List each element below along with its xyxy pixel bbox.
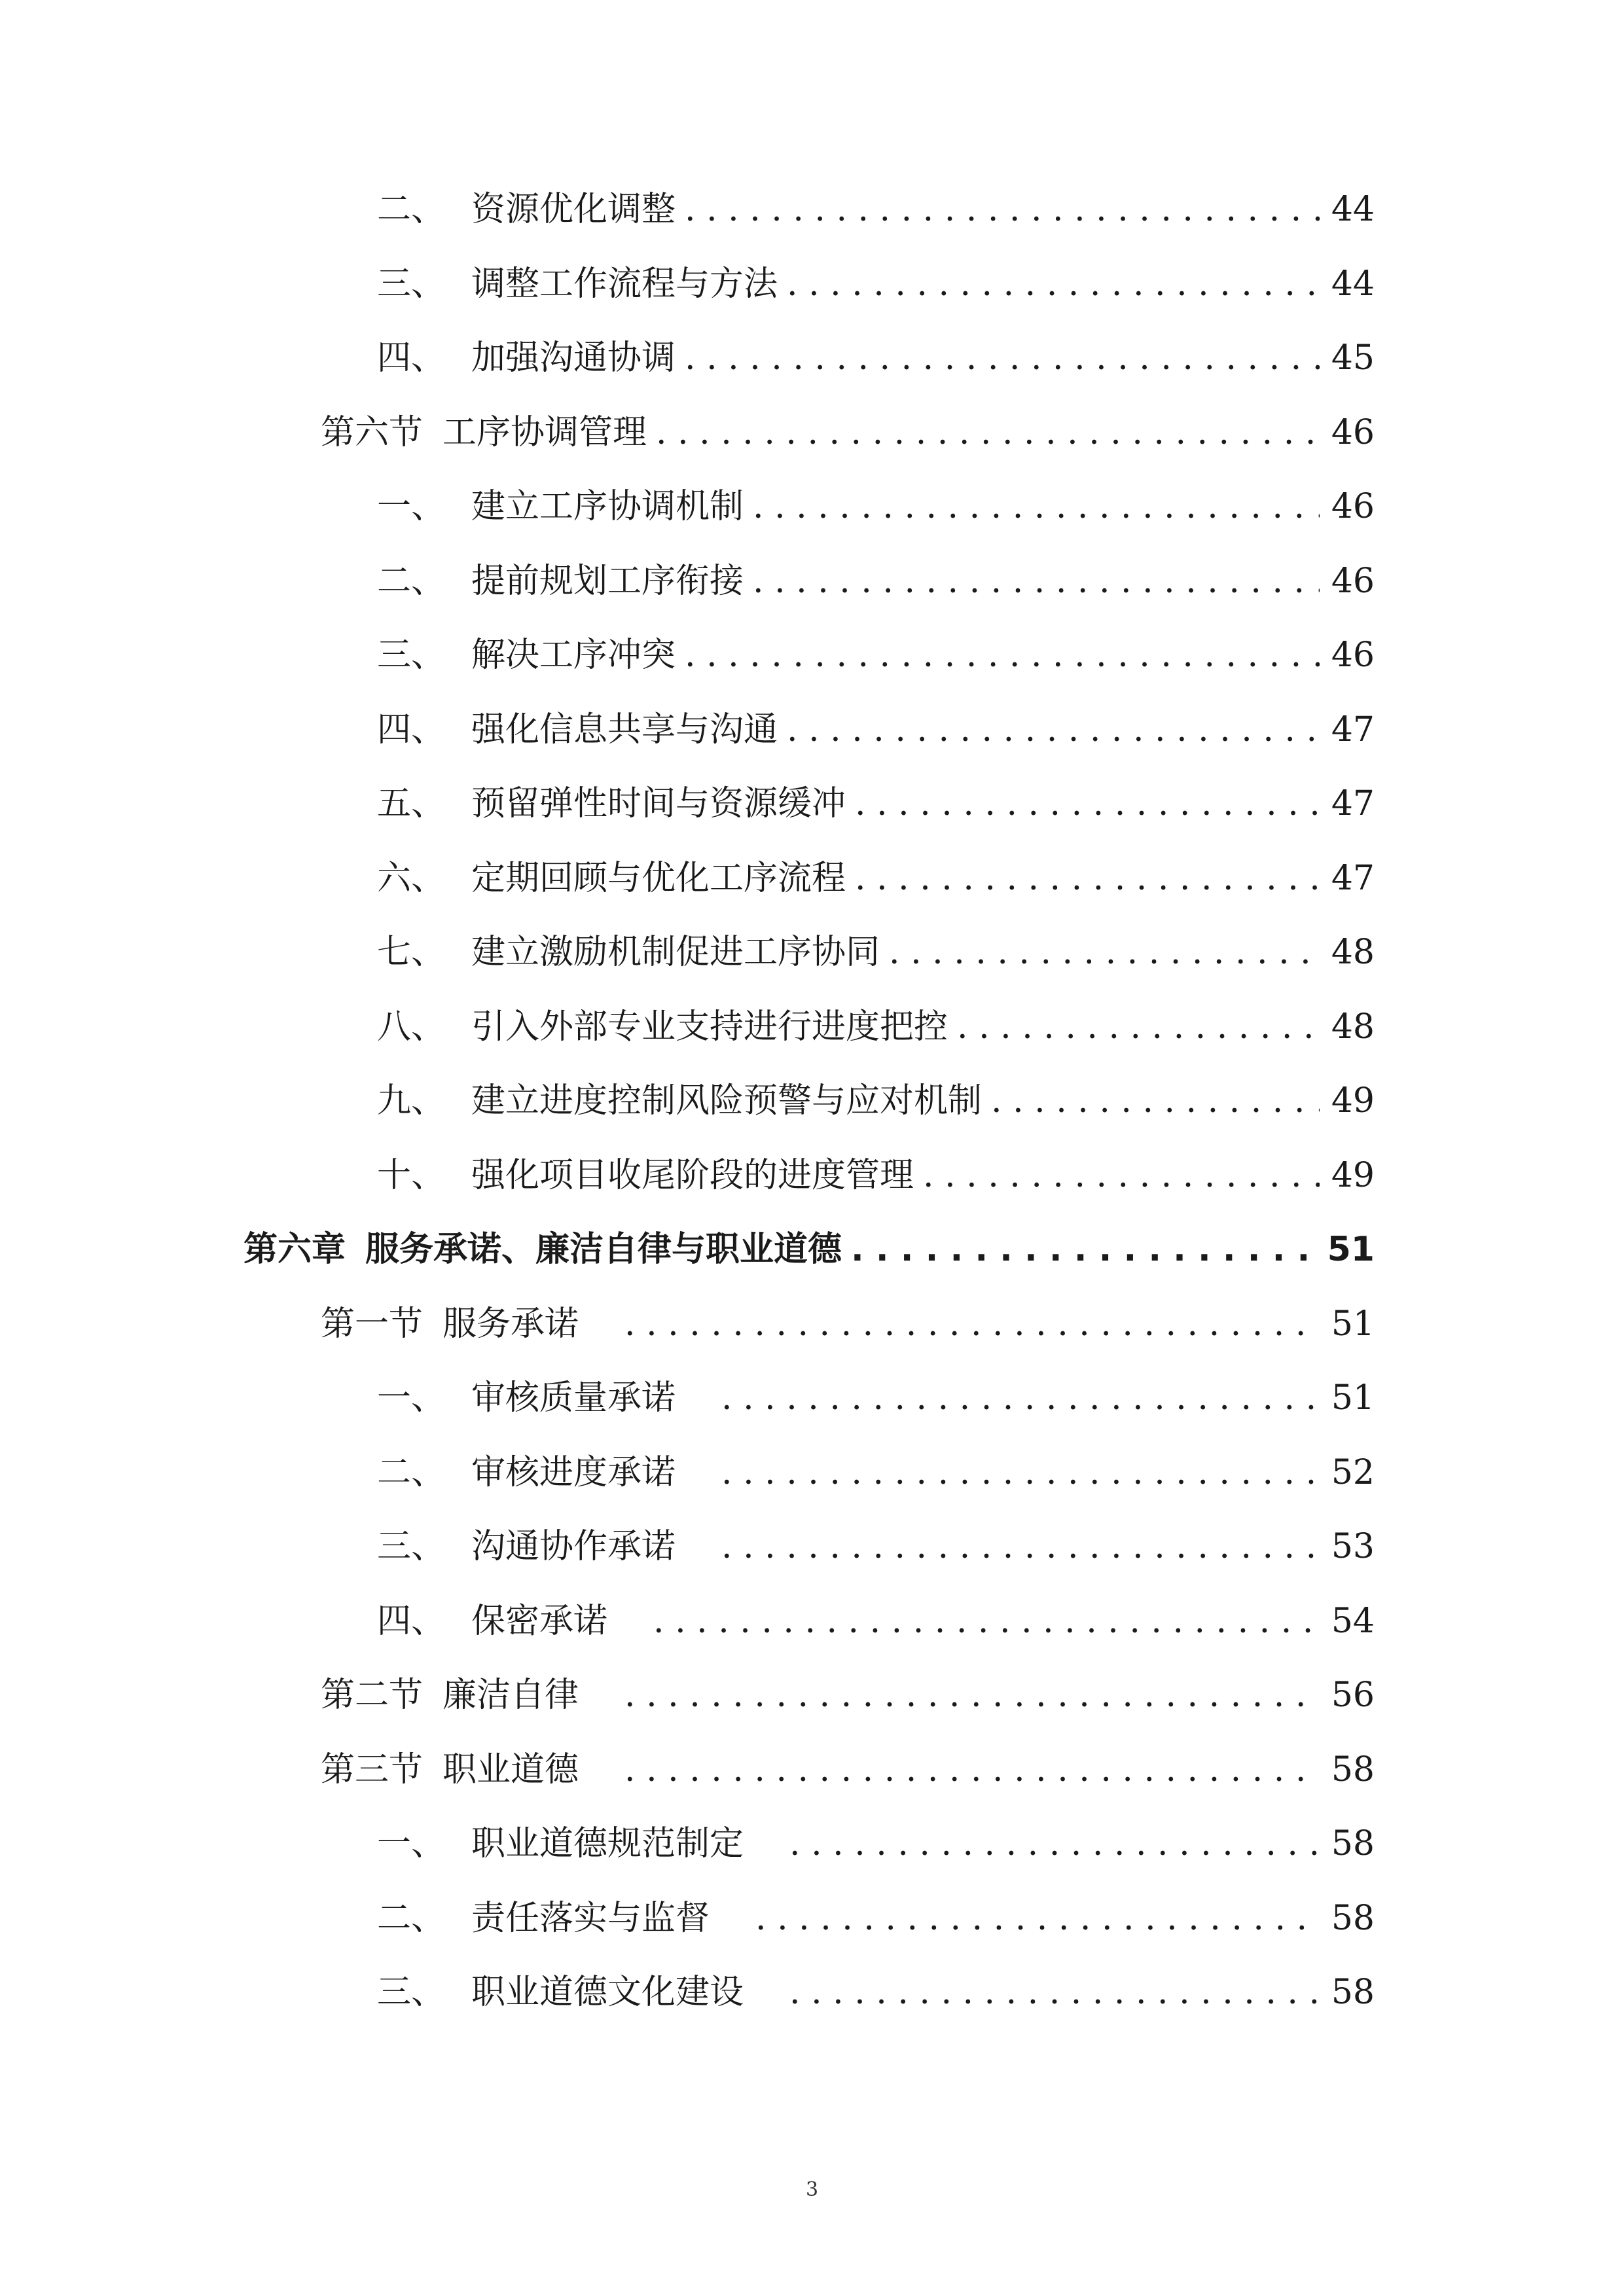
toc-entry-title: 定期回顾与优化工序流程 [471,859,846,898]
toc-dot-leader [685,629,1320,681]
toc-entry-page-number: 58 [1331,1899,1375,1938]
toc-entry-title: 责任落实与监督 [471,1899,710,1938]
toc-entry[interactable] [377,1520,1375,1573]
toc-dot-leader [789,1818,1320,1870]
toc-entry[interactable] [377,1446,1375,1499]
toc-entry-title: 保密承诺 [471,1602,608,1641]
toc-entry[interactable] [377,778,1375,830]
toc-entry[interactable] [377,332,1375,384]
toc-entry-number: 四、 [377,338,446,378]
toc-entry[interactable] [377,183,1375,236]
toc-entry[interactable] [377,555,1375,607]
toc-entry-number: 第一节 [321,1304,424,1344]
toc-entry-page-number: 58 [1331,1750,1375,1789]
toc-entry-title: 强化信息共享与沟通 [471,710,778,749]
toc-entry-number: 四、 [377,1602,446,1641]
toc-dot-leader [851,1223,1316,1276]
toc-entry-number: 第六节 [321,413,424,452]
toc-entry-number: 二、 [377,562,446,601]
toc-dot-leader [721,1372,1320,1424]
toc-dot-leader [624,1298,1320,1350]
toc-entry[interactable] [377,1075,1375,1127]
toc-entry-number: 九、 [377,1081,446,1121]
toc-dot-leader [855,778,1320,830]
toc-entry[interactable] [321,406,1375,459]
toc-entry[interactable] [321,1744,1375,1796]
toc-entry-title: 沟通协作承诺 [471,1527,676,1566]
toc-entry-page-number: 46 [1331,562,1375,601]
toc-entry-number: 四、 [377,710,446,749]
toc-entry[interactable] [377,1372,1375,1424]
toc-entry-number: 第六章 [244,1230,346,1269]
toc-entry-page-number: 58 [1331,1824,1375,1863]
toc-entry[interactable] [377,629,1375,681]
toc-entry-title: 引入外部专业支持进行进度把控 [471,1007,948,1047]
toc-entry-title: 职业道德 [442,1750,579,1789]
toc-entry-title: 提前规划工序衔接 [471,562,744,601]
toc-entry-page-number: 49 [1331,1081,1375,1121]
toc-entry[interactable] [377,1595,1375,1647]
toc-entry-title: 强化项目收尾阶段的进度管理 [471,1156,914,1195]
toc-entry[interactable] [377,852,1375,905]
toc-entry-page-number: 46 [1331,636,1375,675]
toc-entry-page-number: 47 [1331,710,1375,749]
toc-entry[interactable] [377,926,1375,978]
toc-entry-page-number: 46 [1331,413,1375,452]
toc-dot-leader [787,258,1320,310]
toc-dot-leader [789,1966,1320,2018]
toc-entry-title: 工序协调管理 [442,413,647,452]
toc-entry-number: 二、 [377,1899,446,1938]
toc-entry-page-number: 56 [1331,1676,1375,1715]
toc-entry-page-number: 52 [1331,1453,1375,1492]
toc-entry-number: 五、 [377,784,446,823]
toc-entry[interactable] [377,258,1375,310]
toc-dot-leader [923,1149,1320,1202]
toc-dot-leader [656,406,1320,459]
toc-entry-number: 十、 [377,1156,446,1195]
toc-entry-number: 三、 [377,1973,446,2012]
toc-entry[interactable] [377,1892,1375,1945]
toc-entry-title: 解决工序冲突 [471,636,676,675]
toc-entry-title: 调整工作流程与方法 [471,264,778,304]
toc-entry-title: 审核进度承诺 [471,1453,676,1492]
toc-dot-leader [721,1446,1320,1499]
toc-dot-leader [787,704,1320,756]
toc-entry-title: 审核质量承诺 [471,1378,676,1418]
toc-entry-number: 三、 [377,1527,446,1566]
toc-entry-number: 一、 [377,1378,446,1418]
toc-dot-leader [753,480,1320,533]
toc-entry-number: 第三节 [321,1750,424,1789]
toc-entry[interactable] [377,1149,1375,1202]
toc-entry-page-number: 54 [1331,1602,1375,1641]
toc-entry-page-number: 48 [1331,933,1375,972]
toc-entry-title: 职业道德文化建设 [471,1973,744,2012]
toc-entry-page-number: 53 [1331,1527,1375,1566]
toc-entry-title: 建立激励机制促进工序协同 [471,933,880,972]
toc-entry-title: 预留弹性时间与资源缓冲 [471,784,846,823]
toc-entry-page-number: 46 [1331,487,1375,526]
toc-dot-leader [755,1892,1320,1945]
toc-entry-number: 第二节 [321,1676,424,1715]
toc-entry-title: 建立进度控制风险预警与应对机制 [471,1081,983,1121]
toc-entry-page-number: 44 [1331,264,1375,304]
toc-entry-page-number: 58 [1331,1973,1375,2012]
toc-entry[interactable] [244,1223,1375,1276]
toc-entry-number: 二、 [377,190,446,229]
toc-entry[interactable] [377,704,1375,756]
toc-entry[interactable] [377,1001,1375,1053]
toc-entry[interactable] [377,1818,1375,1870]
toc-entry-number: 八、 [377,1007,446,1047]
toc-entry-number: 三、 [377,264,446,304]
toc-dot-leader [624,1669,1320,1721]
toc-dot-leader [753,555,1320,607]
toc-entry-page-number: 47 [1331,859,1375,898]
toc-dot-leader [685,183,1320,236]
toc-entry-page-number: 51 [1331,1378,1375,1418]
page-number: 3 [805,2178,819,2201]
toc-entry[interactable] [321,1669,1375,1721]
toc-entry-number: 三、 [377,636,446,675]
toc-entry-page-number: 44 [1331,190,1375,229]
toc-dot-leader [685,332,1320,384]
toc-dot-leader [624,1744,1320,1796]
toc-entry-title: 资源优化调整 [471,190,676,229]
toc-entry-number: 一、 [377,487,446,526]
toc-dot-leader [957,1001,1320,1053]
toc-entry[interactable] [377,480,1375,533]
toc-entry-number: 一、 [377,1824,446,1863]
toc-entry-page-number: 48 [1331,1007,1375,1047]
toc-dot-leader [721,1520,1320,1573]
toc-dot-leader [991,1075,1320,1127]
toc-entry-page-number: 49 [1331,1156,1375,1195]
toc-entry-title: 服务承诺、廉洁自律与职业道德 [365,1230,842,1269]
toc-entry-number: 七、 [377,933,446,972]
toc-entry-page-number: 47 [1331,784,1375,823]
toc-dot-leader [653,1595,1320,1647]
toc-entry-page-number: 45 [1331,338,1375,378]
toc-dot-leader [889,926,1320,978]
toc-entry-title: 职业道德规范制定 [471,1824,744,1863]
toc-entry-title: 加强沟通协调 [471,338,676,378]
toc-entry-number: 六、 [377,859,446,898]
toc-entry[interactable] [321,1298,1375,1350]
toc-entry-page-number: 51 [1331,1304,1375,1344]
toc-entry-title: 服务承诺 [442,1304,579,1344]
toc-entry[interactable] [377,1966,1375,2018]
toc-dot-leader [855,852,1320,905]
toc-entry-title: 廉洁自律 [442,1676,579,1715]
toc-entry-page-number: 51 [1327,1230,1375,1269]
toc-entry-number: 二、 [377,1453,446,1492]
toc-entry-title: 建立工序协调机制 [471,487,744,526]
